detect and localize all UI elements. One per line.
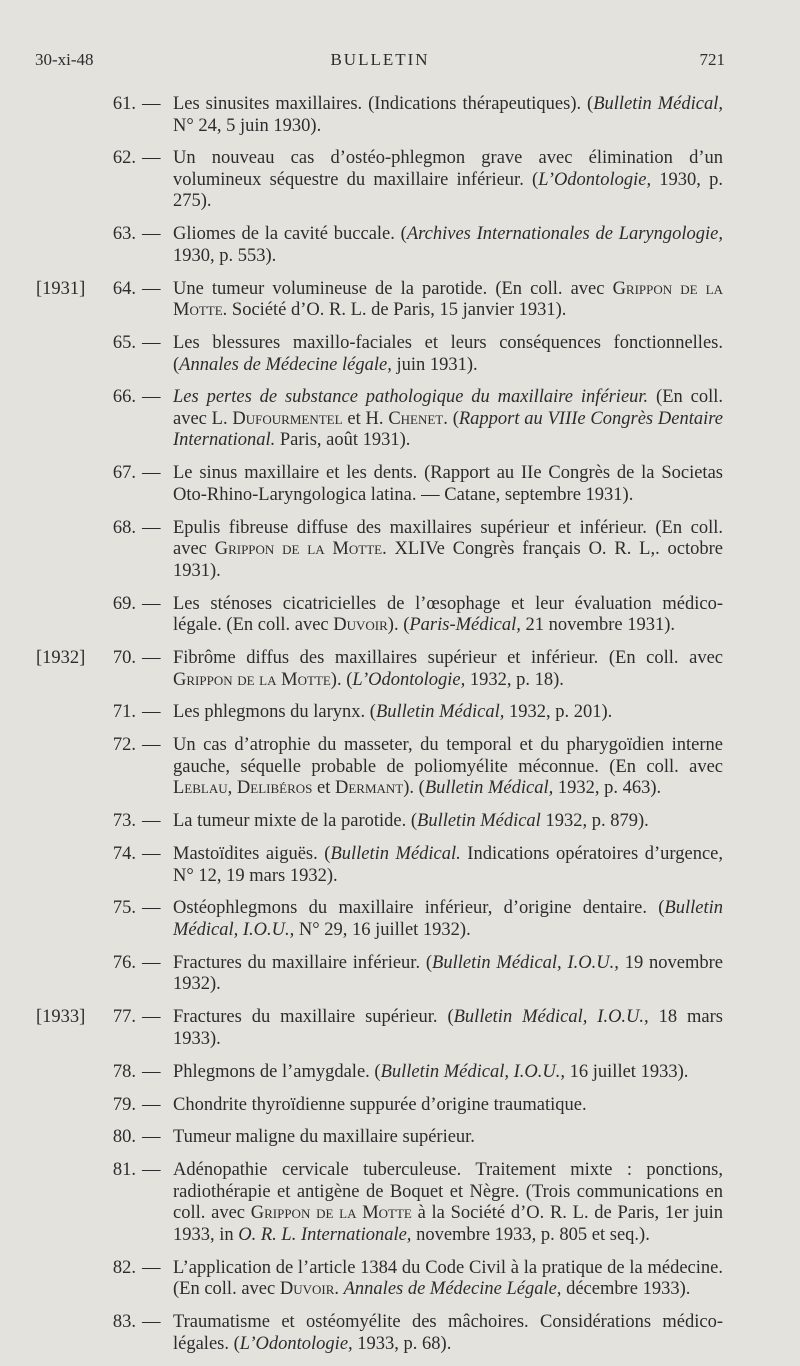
- entry-text-run: Gliomes de la cavité buccale. (: [173, 224, 407, 245]
- entry-text: [173, 387, 723, 452]
- bibliography-list: [0, 94, 800, 1366]
- entry-text-run: Epulis fibreuse diffuse des maxillaires supérieur et inférieur. (En coll. avec: [173, 517, 723, 560]
- bibliography-entry: [0, 735, 800, 800]
- entry-text: [173, 224, 723, 267]
- entry-number: 75.: [112, 898, 136, 919]
- entry-dash: —: [142, 952, 161, 973]
- entry-text-run: et: [312, 778, 335, 799]
- entry-text-run: novembre 1933, p. 805 et seq.).: [411, 1224, 650, 1245]
- entry-text-run: .: [334, 1279, 344, 1300]
- entry-number: 61.: [112, 94, 136, 114]
- entry-text-run: décembre 1933).: [561, 1279, 691, 1300]
- citation-italic: Paris-Médical,: [409, 615, 521, 636]
- citation-italic: Rapport au VIIIe Congrès Dentaire International.: [173, 408, 723, 451]
- entry-text: [173, 1312, 723, 1355]
- year-marker: [1932]: [36, 648, 86, 669]
- entry-text-run: 1932, p. 201).: [504, 702, 613, 723]
- entry-dash: —: [142, 702, 161, 723]
- entry-text-run: Les sténoses cicatricielles de l’œsophage et leur évaluation médico-légale. (En coll. avec: [173, 593, 723, 636]
- author-name: Grippon de la Motte: [173, 278, 723, 321]
- bibliography-entry: [0, 702, 800, 724]
- year-marker: [1933]: [36, 1007, 86, 1028]
- entry-text-run: Le sinus maxillaire et les dents. (Rapport au IIe Congrès de la Societas Oto-Rhino-Laryngologica latina. — Catane, septembre 1931).: [173, 463, 723, 505]
- entry-text-run: Paris, août 1931).: [275, 430, 411, 451]
- entry-dash: —: [142, 593, 161, 614]
- entry-text: [173, 1007, 723, 1050]
- entry-number: 80.: [112, 1127, 136, 1148]
- entry-number: 72.: [112, 735, 136, 756]
- bibliography-entry: [0, 953, 800, 996]
- author-name: Delibéros: [236, 778, 313, 799]
- page-header: [35, 50, 725, 74]
- entry-number: 65.: [112, 333, 136, 354]
- entry-text: [173, 702, 723, 724]
- citation-italic: Archives Internationales de Laryngologie,: [406, 224, 724, 245]
- entry-text: [173, 811, 723, 833]
- entry-dash: —: [142, 463, 161, 484]
- citation-italic: Bulletin Médical, I.O.U.,: [380, 1061, 566, 1082]
- entry-text: [173, 735, 723, 800]
- entry-text-run: Fractures du maxillaire supérieur. (: [173, 1007, 454, 1028]
- entry-number: 73.: [112, 811, 136, 832]
- author-name: Grippon de la Motte: [173, 669, 331, 690]
- citation-italic: Bulletin Médical,: [424, 778, 554, 799]
- entry-text-run: à la Société d’O. R. L. de Paris, 1er juin 1933, in: [173, 1203, 724, 1245]
- entry-text-run: Chondrite thyroïdienne suppurée d’origine traumatique.: [173, 1094, 587, 1115]
- entry-text-run: . (: [443, 408, 459, 429]
- entry-dash: —: [142, 1007, 161, 1028]
- entry-number: 77.: [112, 1007, 136, 1028]
- entry-dash: —: [142, 224, 161, 245]
- entry-number: 67.: [112, 463, 136, 484]
- entry-text-run: Ostéophlegmons du maxillaire inférieur, d’origine dentaire. (: [173, 898, 665, 919]
- entry-number: 68.: [112, 517, 136, 538]
- entry-text-run: 1932, p. 463).: [553, 778, 662, 799]
- entry-text-run: Un cas d’atrophie du masseter, du temporal et du pharygoïdien interne gauche, séquelle probable de poliomyélite méconnue. (En coll. avec: [173, 735, 723, 777]
- author-name: Grippon de la Motte: [250, 1203, 412, 1224]
- bibliography-entry: [0, 648, 800, 691]
- citation-italic: Annales de Médecine légale,: [179, 354, 392, 375]
- entry-text-run: Indications opératoires d’urgence, N° 12, 19 mars 1932).: [173, 844, 723, 886]
- author-name: Dermant: [334, 778, 404, 799]
- entry-text-run: Un nouveau cas d’ostéo-phlegmon grave avec élimination d’un volumineux séquestre du maxillaire inférieur. (: [173, 148, 723, 190]
- entry-dash: —: [142, 333, 161, 354]
- entry-text-run: Une tumeur volumineuse de la parotide. (En coll. avec: [173, 278, 613, 299]
- entry-text-run: Adénopathie cervicale tuberculeuse. Traitement mixte : ponctions, radiothérapie et antigène de Boquet et Nègre. (Trois communications en coll. avec: [173, 1160, 723, 1224]
- page-number: 721: [699, 50, 725, 69]
- citation-italic: O. R. L. Internationale,: [238, 1224, 412, 1245]
- entry-number: 78.: [112, 1061, 136, 1082]
- entry-text: [173, 844, 723, 887]
- entry-text: [173, 898, 723, 941]
- citation-italic: L’Odontologie,: [239, 1333, 353, 1354]
- entry-dash: —: [142, 1094, 161, 1115]
- bibliography-entry: [0, 594, 800, 637]
- author-name: Duvoir: [279, 1279, 335, 1300]
- bibliography-entry: [0, 844, 800, 887]
- entry-number: 66.: [112, 387, 136, 408]
- entry-dash: —: [142, 735, 161, 756]
- entry-text-run: Mastoïdites aiguës. (: [173, 844, 331, 865]
- entry-number: 81.: [112, 1160, 136, 1181]
- entry-text-run: Les phlegmons du larynx. (: [173, 702, 376, 723]
- entry-number: 71.: [112, 702, 136, 723]
- entry-text-run: ). (: [403, 778, 425, 799]
- entry-dash: —: [142, 94, 161, 114]
- entry-text: [173, 953, 723, 996]
- bibliography-entry: [0, 1127, 800, 1149]
- entry-text: [173, 1160, 723, 1246]
- citation-italic: Bulletin Médical.: [330, 844, 461, 865]
- entry-text-run: Fibrôme diffus des maxillaires supérieur et inférieur. (En coll. avec: [173, 648, 723, 669]
- citation-italic: Bulletin Médical, I.O.U.,: [173, 898, 723, 940]
- entry-dash: —: [142, 1160, 161, 1181]
- entry-text: [173, 518, 723, 583]
- entry-dash: —: [142, 811, 161, 832]
- entry-number: 83.: [112, 1312, 136, 1333]
- bibliography-entry: [0, 279, 800, 322]
- author-name: Grippon de la Motte: [214, 539, 383, 560]
- entry-text-run: 1932, p. 879).: [540, 811, 649, 832]
- entry-dash: —: [142, 1312, 161, 1333]
- header-date: 30-xi-48: [35, 50, 94, 69]
- entry-dash: —: [142, 844, 161, 865]
- entry-text-run: Traumatisme et ostéomyélite des mâchoires. Considérations médico-légales. (: [173, 1312, 723, 1354]
- entry-text: [173, 1127, 723, 1149]
- entry-text-run: Phlegmons de l’amygdale. (: [173, 1061, 381, 1082]
- bibliography-entry: [0, 1160, 800, 1246]
- citation-italic: Bulletin Médical,: [375, 702, 505, 723]
- bibliography-entry: [0, 1007, 800, 1050]
- entry-text-run: . Société d’O. R. L. de Paris, 15 janvier 1931).: [222, 300, 567, 321]
- entry-dash: —: [142, 148, 161, 169]
- bibliography-entry: [0, 463, 800, 506]
- bibliography-entry: [0, 333, 800, 376]
- bibliography-entry: [0, 811, 800, 833]
- entry-text: [173, 463, 723, 506]
- entry-dash: —: [142, 278, 161, 299]
- entry-number: 64.: [112, 278, 136, 299]
- entry-dash: —: [142, 1127, 161, 1148]
- entry-text-run: . XLIVe Congrès français O. R. L,. octobre 1931).: [173, 539, 724, 581]
- entry-number: 74.: [112, 844, 136, 865]
- entry-text-run: 19 novembre 1932).: [173, 952, 723, 995]
- citation-italic: Bulletin Médical, I.O.U.,: [432, 952, 619, 973]
- entry-text-run: Les sinusites maxillaires. (Indications thérapeutiques). (: [173, 94, 594, 114]
- bibliography-entry: [0, 224, 800, 267]
- entry-text-run: ). (: [330, 669, 353, 690]
- entry-text-run: (En coll. avec L.: [173, 387, 723, 429]
- entry-text: [173, 1062, 723, 1084]
- bibliography-entry: [0, 1062, 800, 1084]
- entry-text-run: 16 juillet 1933).: [565, 1061, 689, 1082]
- entry-text-run: 1932, p. 18).: [465, 669, 564, 690]
- entry-text-run: ,: [227, 778, 237, 799]
- entry-text: [173, 1258, 723, 1301]
- entry-text-run: 1930, p. 553).: [173, 245, 277, 266]
- entry-text-run: et H.: [342, 408, 389, 429]
- entry-text-run: Les blessures maxillo-faciales et leurs conséquences fonctionnelles. (: [173, 333, 723, 375]
- bibliography-entry: [0, 148, 800, 213]
- author-name: Duvoir: [333, 615, 388, 636]
- entry-text: [173, 279, 723, 322]
- author-name: Chenet: [388, 408, 444, 429]
- year-marker: [1931]: [36, 278, 86, 299]
- entry-text-run: 1930, p. 275).: [173, 169, 723, 212]
- bibliography-entry: [0, 94, 800, 137]
- entry-number: 79.: [112, 1094, 136, 1115]
- entry-number: 76.: [112, 952, 136, 973]
- entry-dash: —: [142, 648, 161, 669]
- entry-text-run: 18 mars 1933).: [173, 1007, 723, 1049]
- bibliography-entry: [0, 1095, 800, 1117]
- author-name: Leblau: [173, 778, 228, 799]
- bibliography-entry: [0, 1258, 800, 1301]
- entry-dash: —: [142, 1257, 161, 1278]
- bibliography-entry: [0, 898, 800, 941]
- entry-text-run: 21 novembre 1931).: [520, 615, 675, 636]
- citation-italic: Bulletin Médical,: [593, 94, 723, 114]
- citation-italic: Bulletin Médical, I.O.U.,: [453, 1007, 649, 1028]
- bibliography-entry: [0, 1312, 800, 1355]
- entry-text-run: N° 29, 16 juillet 1932).: [294, 919, 471, 940]
- bibliography-entry: [0, 387, 800, 452]
- citation-italic: Annales de Médecine Légale,: [343, 1279, 562, 1300]
- entry-text: [173, 333, 723, 376]
- entry-dash: —: [142, 1061, 161, 1082]
- entry-text: [173, 94, 723, 137]
- entry-dash: —: [142, 387, 161, 408]
- author-name: Dufourmentel: [232, 408, 343, 429]
- citation-italic: L’Odontologie,: [538, 169, 652, 190]
- entry-text: [173, 148, 723, 213]
- entry-text-run: Fractures du maxillaire inférieur. (: [173, 952, 433, 973]
- citation-italic: Les pertes de substance pathologique du maxillaire inférieur.: [173, 387, 649, 408]
- citation-italic: L’Odontologie,: [352, 669, 466, 690]
- entry-dash: —: [142, 517, 161, 538]
- entry-number: 70.: [112, 648, 136, 669]
- entry-text-run: L’application de l’article 1384 du Code Civil à la pratique de la médecine. (En coll. avec: [173, 1257, 723, 1300]
- entry-number: 69.: [112, 593, 136, 614]
- citation-italic: Bulletin Médical: [417, 811, 541, 832]
- entry-text: [173, 1095, 723, 1117]
- entry-text-run: juin 1931).: [391, 354, 478, 375]
- entry-text-run: 1933, p. 68).: [352, 1333, 452, 1354]
- entry-dash: —: [142, 898, 161, 919]
- entry-number: 62.: [112, 148, 136, 169]
- entry-text-run: Tumeur maligne du maxillaire supérieur.: [173, 1127, 475, 1148]
- entry-text-run: La tumeur mixte de la parotide. (: [173, 811, 418, 832]
- entry-text-run: ). (: [387, 615, 410, 636]
- bibliography-entry: [0, 518, 800, 583]
- entry-text-run: N° 24, 5 juin 1930).: [173, 115, 322, 136]
- entry-text: [173, 648, 723, 691]
- entry-text: [173, 594, 723, 637]
- running-title: BULLETIN: [330, 50, 430, 69]
- entry-number: 63.: [112, 224, 136, 245]
- entry-number: 82.: [112, 1257, 136, 1278]
